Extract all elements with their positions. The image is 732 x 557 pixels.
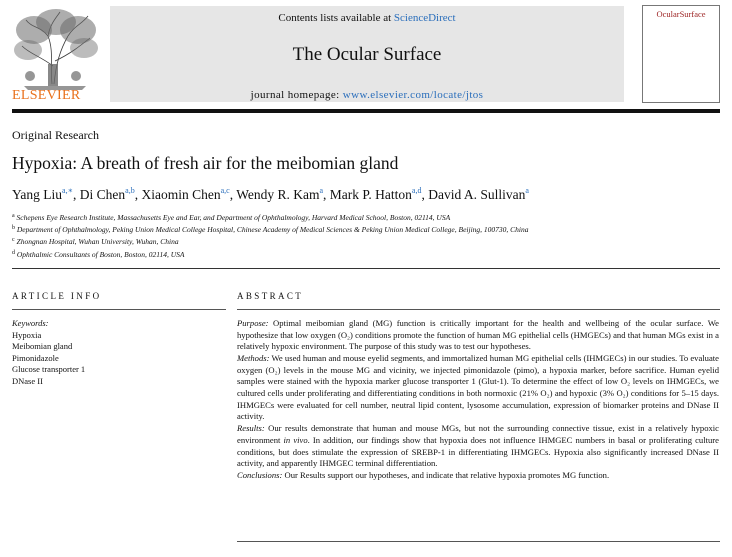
keyword[interactable]: Glucose transporter 1 (12, 364, 86, 374)
article-info-rule (12, 309, 226, 310)
contents-available-line (110, 12, 624, 24)
keyword[interactable]: Meibomian gland (12, 341, 73, 351)
contents-prefix: Contents lists available at (278, 12, 394, 24)
abstract-methods: Methods: We used human and mouse eyelid segments, and immortalized human MG epithelial cells (IHMGECs) in our studies. To evaluate oxygen (O₂) levels in the mouse MG and vicinity, we injected pimonidazole (pimo), a hypoxia marker, before sacrifice. Human eyelid samples were stained with the hypoxia marker glucose transporter 1 (Glut-1). To determine the effect of low O₂ levels on IHMGECs, we cultured cells under proliferating and differentiating conditions in both normoxic (21% O₂) and hypoxic (3% O₂) conditions for 5–15 days. IHMGECs were evaluated for cell number, neutral lipid content, lysosome accumulation, expression of biomarker proteins and DNase II activity. (237, 353, 719, 422)
journal-cover-thumbnail[interactable] (642, 5, 720, 103)
author[interactable]: Mark P. Hatton$^{a,d}$, (329, 186, 429, 202)
affiliation-item: $^c$ Zhongnan Hospital, Wuhan University, Wuhan, China (12, 237, 179, 247)
front-matter-divider (12, 268, 720, 269)
keywords-label: Keywords: (12, 318, 49, 328)
article-info-heading: ARTICLE INFO (12, 291, 102, 301)
author-affiliation-marker: a,b (125, 186, 135, 195)
journal-cover-title: OcularSurface (656, 9, 706, 19)
homepage-prefix: journal homepage: (250, 89, 343, 101)
article-section-label: Original Research (12, 128, 99, 142)
journal-title: The Ocular Surface (292, 44, 442, 65)
author[interactable]: Di Chen$^{a,b}$, (79, 186, 142, 202)
author[interactable]: Yang Liu$^{a,∗}$, (12, 186, 80, 202)
author[interactable]: Wendy R. Kam$^a$, (236, 186, 330, 202)
abstract-rule (237, 309, 720, 310)
author-affiliation-marker: a,∗ (62, 186, 74, 195)
author-affiliation-marker: a,d (411, 186, 422, 195)
author-affiliation-marker: a (525, 186, 529, 195)
keyword[interactable]: DNase II (12, 375, 43, 386)
journal-homepage-link[interactable]: www.elsevier.com/locate/jtos (342, 89, 484, 101)
abstract-heading: ABSTRACT (237, 291, 304, 301)
keyword[interactable]: Hypoxia (12, 329, 42, 340)
sciencedirect-link[interactable]: ScienceDirect (393, 12, 456, 24)
abstract-results: Results: Our results demonstrate that human and mouse MGs, but not the surrounding connective tissue, exist in a relatively hypoxic environment in vivo. In addition, our findings show that hypoxia does not influence IHMGEC numbers in basal or proliferating culture conditions, but does stimulate the expression of SREBP-1 in differentiating IHMGECs. Hypoxia also significantly increased DNase II activity, and apparently IHMGEC terminal differentiation. (237, 423, 719, 469)
affiliation-item: $^d$ Ophthalmic Consultants of Boston, Boston, 02114, USA (12, 249, 185, 259)
keyword[interactable]: Pimonidazole (12, 352, 59, 363)
author-list (12, 187, 529, 203)
abstract-body (237, 318, 719, 482)
article-title: Hypoxia: A breath of fresh air for the meibomian gland (12, 153, 399, 173)
abstract-purpose: Purpose: Optimal meibomian gland (MG) function is critically important for the health and wellbeing of the ocular surface. We hypothesize that low oxygen (O₂) conditions promote the function of human MG epithelial cells (HMGECs) and that human MGs exist in a relatively hypoxic environment. The purpose of this study was to test our hypotheses. (237, 318, 719, 352)
affiliation-list (12, 212, 529, 261)
abstract-bottom-rule (237, 541, 720, 542)
abstract-conclusions: Conclusions: Our Results support our hypotheses, and indicate that relative hypoxia promotes MG function. (237, 470, 610, 481)
author[interactable]: Xiaomin Chen$^{a,c}$, (141, 186, 237, 202)
affiliation-item: $^b$ Department of Ophthalmology, Peking Union Medical College Hospital, Chinese Academy of Medical Sciences & Peking Union Medical College, Beijing, 100730, China (12, 225, 529, 235)
keywords-block (12, 318, 85, 387)
journal-homepage-line (110, 89, 624, 101)
author[interactable]: David A. Sullivan$^a$ (428, 186, 529, 202)
author-affiliation-marker: a,c (220, 186, 230, 195)
author-affiliation-marker: a (319, 186, 324, 195)
elsevier-wordmark[interactable]: ELSEVIER (12, 88, 81, 103)
header-divider (12, 109, 720, 113)
affiliation-item: $^a$ Schepens Eye Research Institute, Massachusetts Eye and Ear, and Department of Ophthalmology, Harvard Medical School, Boston, 02114, USA (12, 213, 451, 222)
